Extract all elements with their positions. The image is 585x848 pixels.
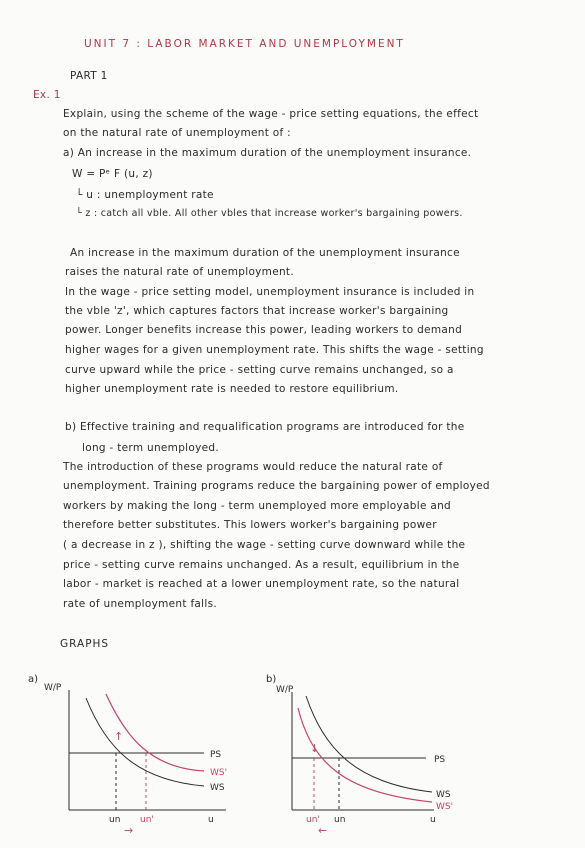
- graph-a-un-new-label: un': [140, 815, 154, 825]
- graph-b-ws-curve: [306, 696, 432, 792]
- question-b-line: b) Effective training and requalification programs are introduced for the: [65, 421, 465, 433]
- graph-a-y-axis-label: W/P: [44, 683, 62, 693]
- page-title: UNIT 7 : LABOR MARKET AND UNEMPLOYMENT: [84, 38, 405, 50]
- answer-a-line: the vble 'z', which captures factors that increase worker's bargaining: [65, 305, 449, 317]
- graph-a-un-label: un: [109, 815, 121, 825]
- graphs-heading: GRAPHS: [60, 638, 110, 650]
- graph-b-un-new-label: un': [306, 815, 320, 825]
- exercise-label: Ex. 1: [33, 89, 61, 101]
- answer-a-line: curve upward while the price - setting curve remains unchanged, so a: [65, 364, 454, 376]
- answer-b-line: unemployment. Training programs reduce the bargaining power of employed: [63, 480, 490, 492]
- answer-a-line: An increase in the maximum duration of the unemployment insurance: [70, 247, 460, 259]
- answer-a-line: power. Longer benefits increase this power, leading workers to demand: [65, 324, 463, 336]
- wage-formula: W = Pᵉ F (u, z): [72, 168, 153, 180]
- answer-a-line: In the wage - price setting model, unemployment insurance is included in: [65, 286, 475, 298]
- graph-a-x-axis-label: u: [208, 815, 214, 825]
- graph-a-ws-label: WS: [210, 783, 225, 793]
- graph-b-label: b): [266, 674, 277, 685]
- answer-b-line: ( a decrease in z ), shifting the wage - setting curve downward while the: [63, 539, 466, 551]
- answer-a-line: higher unemployment rate is needed to restore equilibrium.: [65, 383, 399, 395]
- part-heading: PART 1: [70, 70, 108, 82]
- graph-a-ws-new-label: WS': [210, 768, 228, 778]
- graph-b-un-label: un: [334, 815, 346, 825]
- answer-b-line: The introduction of these programs would reduce the natural rate of: [63, 461, 443, 473]
- graph-b-arrow-left-icon: ←: [318, 824, 328, 837]
- graph-a: [26, 668, 256, 838]
- answer-b-line: labor - market is reached at a lower unemployment rate, so the natural: [63, 578, 460, 590]
- graph-b-ws-new-label: WS': [436, 802, 454, 812]
- answer-a-line: raises the natural rate of unemployment.: [65, 266, 294, 278]
- graph-a-arrow-up-icon: ↑: [114, 730, 124, 743]
- question-b-line: long - term unemployed.: [82, 442, 219, 454]
- graph-b: [264, 668, 494, 838]
- definition-u: └ u : unemployment rate: [76, 189, 214, 201]
- answer-a-line: higher wages for a given unemployment rate. This shifts the wage - setting: [65, 344, 484, 356]
- answer-b-line: price - setting curve remains unchanged. As a result, equilibrium in the: [63, 559, 460, 571]
- question-intro-line: on the natural rate of unemployment of :: [63, 127, 291, 139]
- question-a: a) An increase in the maximum duration of the unemployment insurance.: [63, 147, 472, 159]
- answer-b-line: therefore better substitutes. This lowers worker's bargaining power: [63, 519, 437, 531]
- graph-a-ws-curve: [86, 698, 204, 786]
- graph-a-ps-label: PS: [210, 750, 222, 760]
- graph-a-arrow-right-icon: →: [124, 824, 134, 837]
- graph-b-y-axis-label: W/P: [276, 685, 294, 695]
- answer-b-line: workers by making the long - term unemployed more employable and: [63, 500, 452, 512]
- graph-a-label: a): [28, 674, 39, 685]
- question-intro-line: Explain, using the scheme of the wage - price setting equations, the effect: [63, 108, 479, 120]
- graph-b-ws-new-curve: [298, 708, 432, 802]
- graph-b-x-axis-label: u: [430, 815, 436, 825]
- graph-b-ps-label: PS: [434, 755, 446, 765]
- answer-b-line: rate of unemployment falls.: [63, 598, 218, 610]
- definition-z: └ z : catch all vble. All other vbles that increase worker's bargaining powers.: [76, 208, 463, 219]
- graph-b-arrow-down-icon: ↓: [310, 742, 320, 755]
- graph-b-ws-label: WS: [436, 790, 451, 800]
